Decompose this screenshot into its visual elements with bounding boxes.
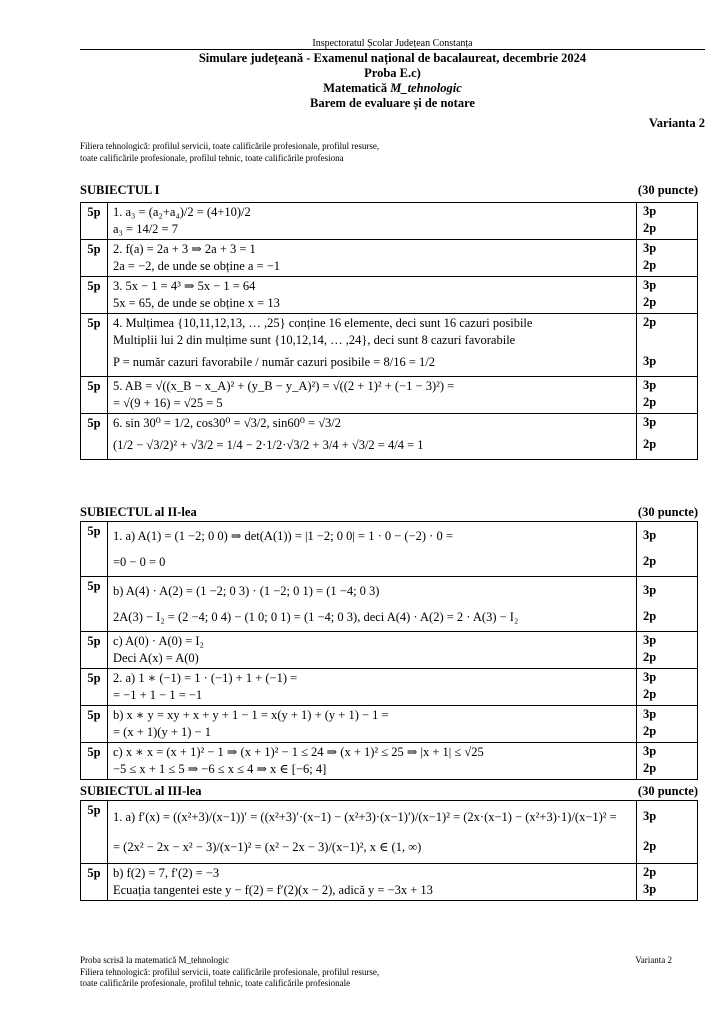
solution-line: b) f(2) = 7, f′(2) = −3 <box>113 866 220 880</box>
item-score-breakdown <box>637 314 698 377</box>
item-points: 5p <box>81 577 108 632</box>
item-score-breakdown <box>637 277 698 314</box>
item-points: 5p <box>81 743 108 780</box>
solution-line: P = număr cazuri favorabile / număr cazuri posibile = 8/16 = 1/2 <box>113 355 435 369</box>
solution-line: b) x ∗ y = xy + x + y + 1 − 1 = x(y + 1) + (y + 1) − 1 = <box>113 708 389 722</box>
item-solution <box>108 277 637 314</box>
item-solution <box>108 864 637 901</box>
inspectorate-name: Inspectoratul Școlar Județean Constanța <box>312 38 473 49</box>
solution-line: 5. AB = √((x_B − x_A)² + (y_B − y_A)²) = √((2 + 1)² + (−1 − 3)²) = <box>113 379 455 393</box>
page-footer: Proba scrisă la matematică M_tehnologic Varianta 2 Filiera tehnologică: profilul servicii, toate calificările profesionale, profilul resurse, toate calificările profesionale, profilul tehnic, toate calificările profesionale <box>80 955 672 988</box>
score-value: 3p <box>643 744 657 758</box>
score-value: 2p <box>643 315 657 329</box>
solution-line: −5 ≤ x + 1 ≤ 5 ⇒ −6 ≤ x ≤ 4 ⇒ x ∈ [−6; 4] <box>113 762 327 776</box>
score-value: 2p <box>643 295 657 309</box>
item-score-breakdown <box>637 414 698 460</box>
item-score-breakdown <box>637 377 698 414</box>
score-value: 2p <box>643 437 657 451</box>
solution-line: = −1 + 1 − 1 = −1 <box>113 688 203 702</box>
scoring-row <box>81 706 698 743</box>
item-solution <box>108 743 637 780</box>
exam-scheme-title: Barem de evaluare și de notare <box>310 96 475 110</box>
solution-line: = (2x² − 2x − x² − 3)/(x−1)² = (x² − 2x − 3)/(x−1)², x ∈ (1, ∞) <box>113 840 422 854</box>
item-solution <box>108 377 637 414</box>
item-solution <box>108 801 637 864</box>
score-value: 3p <box>643 583 657 597</box>
section-2-table <box>80 521 698 780</box>
exam-title: Simulare județeană - Examenul național de bacalaureat, decembrie 2024 <box>198 51 587 65</box>
filiera-note: Filiera tehnologică: profilul servicii, toate calificările profesionale, profilul resurse, toate calificările profesionale, profilul tehnic, toate calificările profesiona <box>80 141 380 163</box>
score-value: 3p <box>643 378 657 392</box>
section-title-1: SUBIECTUL I (30 puncte) <box>80 183 698 197</box>
item-solution <box>108 414 637 460</box>
solution-line: =0 − 0 = 0 <box>113 555 166 569</box>
score-value: 3p <box>643 204 657 218</box>
scoring-row <box>81 577 698 632</box>
item-score-breakdown <box>637 240 698 277</box>
item-solution <box>108 522 637 577</box>
item-solution <box>108 632 637 669</box>
scoring-row <box>81 240 698 277</box>
solution-line: c) A(0) · A(0) = I₂ <box>113 634 204 648</box>
score-value: 3p <box>643 633 657 647</box>
solution-line: Deci A(x) = A(0) <box>113 651 199 665</box>
section-title-3: SUBIECTUL al III-lea (30 puncte) <box>80 784 698 798</box>
item-score-breakdown <box>637 632 698 669</box>
score-value: 2p <box>643 865 657 879</box>
score-value: 2p <box>643 395 657 409</box>
score-value: 3p <box>643 415 657 429</box>
score-value: 3p <box>643 528 657 542</box>
item-points: 5p <box>81 377 108 414</box>
section-3-table <box>80 800 698 901</box>
item-points: 5p <box>81 414 108 460</box>
scoring-row <box>81 801 698 864</box>
item-solution <box>108 669 637 706</box>
score-value: 3p <box>643 241 657 255</box>
score-value: 3p <box>643 707 657 721</box>
scoring-row <box>81 314 698 377</box>
solution-line: 6. sin 30⁰ = 1/2, cos30⁰ = √3/2, sin60⁰ = √3/2 <box>113 416 342 430</box>
item-points: 5p <box>81 314 108 377</box>
item-points: 5p <box>81 801 108 864</box>
solution-line: 2A(3) − I₂ = (2 −4; 0 4) − (1 0; 0 1) = (1 −4; 0 3), deci A(4) · A(2) = 2 · A(3) − I₂ <box>113 610 519 624</box>
solution-line: b) A(4) · A(2) = (1 −2; 0 3) · (1 −2; 0 1) = (1 −4; 0 3) <box>113 584 380 598</box>
solution-line: 2. f(a) = 2a + 3 ⇒ 2a + 3 = 1 <box>113 242 256 256</box>
item-points: 5p <box>81 632 108 669</box>
item-points: 5p <box>81 669 108 706</box>
scoring-row <box>81 669 698 706</box>
item-score-breakdown <box>637 203 698 240</box>
score-value: 2p <box>643 650 657 664</box>
solution-line: 1. a) f′(x) = ((x²+3)/(x−1))′ = ((x²+3)′·(x−1) − (x²+3)·(x−1)′)/(x−1)² = (2x·(x−1) − (x²+3)·1)/(x−1)² = <box>113 810 617 824</box>
item-points: 5p <box>81 277 108 314</box>
score-value: 3p <box>643 354 657 368</box>
solution-line: 3. 5x − 1 = 4³ ⇒ 5x − 1 = 64 <box>113 279 256 293</box>
item-score-breakdown <box>637 801 698 864</box>
score-value: 2p <box>643 221 657 235</box>
solution-line: (1/2 − √3/2)² + √3/2 = 1/4 − 2·1/2·√3/2 + 3/4 + √3/2 = 4/4 = 1 <box>113 438 424 452</box>
scoring-row <box>81 377 698 414</box>
scoring-row <box>81 277 698 314</box>
score-value: 2p <box>643 687 657 701</box>
score-value: 2p <box>643 609 657 623</box>
score-value: 3p <box>643 882 657 896</box>
item-score-breakdown <box>637 577 698 632</box>
score-value: 3p <box>643 278 657 292</box>
section-title-2: SUBIECTUL al II-lea (30 puncte) <box>80 505 698 519</box>
item-score-breakdown <box>637 522 698 577</box>
scoring-row <box>81 864 698 901</box>
scoring-row <box>81 414 698 460</box>
exam-test: Proba E.c) <box>364 66 421 80</box>
item-solution <box>108 240 637 277</box>
score-value: 3p <box>643 670 657 684</box>
solution-line: 1. a₃ = (a₂+a₄)/2 = (4+10)/2 <box>113 205 251 219</box>
scoring-row <box>81 522 698 577</box>
solution-line: 2. a) 1 ∗ (−1) = 1 · (−1) + 1 + (−1) = <box>113 671 298 685</box>
solution-line: Ecuația tangentei este y − f(2) = f′(2)(x − 2), adică y = −3x + 13 <box>113 883 433 897</box>
item-solution <box>108 706 637 743</box>
solution-line: 4. Mulțimea {10,11,12,13, … ,25} conține 16 elemente, deci sunt 16 cazuri posibile <box>113 316 533 330</box>
item-score-breakdown <box>637 743 698 780</box>
solution-line: 2a = −2, de unde se obține a = −1 <box>113 259 281 273</box>
solution-line: = √(9 + 16) = √25 = 5 <box>113 396 223 410</box>
section-1-table <box>80 202 698 460</box>
score-value: 2p <box>643 724 657 738</box>
score-value: 2p <box>643 554 657 568</box>
solution-line: = (x + 1)(y + 1) − 1 <box>113 725 211 739</box>
item-score-breakdown <box>637 669 698 706</box>
document-header <box>80 51 705 111</box>
score-value <box>643 331 697 348</box>
item-points: 5p <box>81 864 108 901</box>
item-score-breakdown <box>637 706 698 743</box>
score-value: 3p <box>643 809 657 823</box>
item-solution <box>108 314 637 377</box>
score-value: 2p <box>643 258 657 272</box>
variant-label: Varianta 2 <box>648 116 705 130</box>
solution-line: Multiplii lui 2 din mulțime sunt {10,12,14, … ,24}, deci sunt 8 cazuri favorabile <box>113 333 516 347</box>
scoring-row <box>81 203 698 240</box>
item-points: 5p <box>81 522 108 577</box>
solution-line: 5x = 65, de unde se obține x = 13 <box>113 296 280 310</box>
scoring-row <box>81 743 698 780</box>
solution-line: c) x ∗ x = (x + 1)² − 1 ⇒ (x + 1)² − 1 ≤ 24 ⇒ (x + 1)² ≤ 25 ⇒ |x + 1| ≤ √25 <box>113 745 484 759</box>
exam-subject: Matematică M_tehnologic <box>323 81 462 95</box>
header-divider <box>80 49 705 50</box>
item-score-breakdown <box>637 864 698 901</box>
scoring-row <box>81 632 698 669</box>
score-value: 2p <box>643 761 657 775</box>
item-solution <box>108 203 637 240</box>
item-points: 5p <box>81 203 108 240</box>
item-solution <box>108 577 637 632</box>
score-value: 2p <box>643 839 657 853</box>
item-points: 5p <box>81 240 108 277</box>
solution-line: 1. a) A(1) = (1 −2; 0 0) ⇒ det(A(1)) = |1 −2; 0 0| = 1 · 0 − (−2) · 0 = <box>113 529 453 543</box>
item-points: 5p <box>81 706 108 743</box>
solution-line: a₃ = 14/2 = 7 <box>113 222 178 236</box>
